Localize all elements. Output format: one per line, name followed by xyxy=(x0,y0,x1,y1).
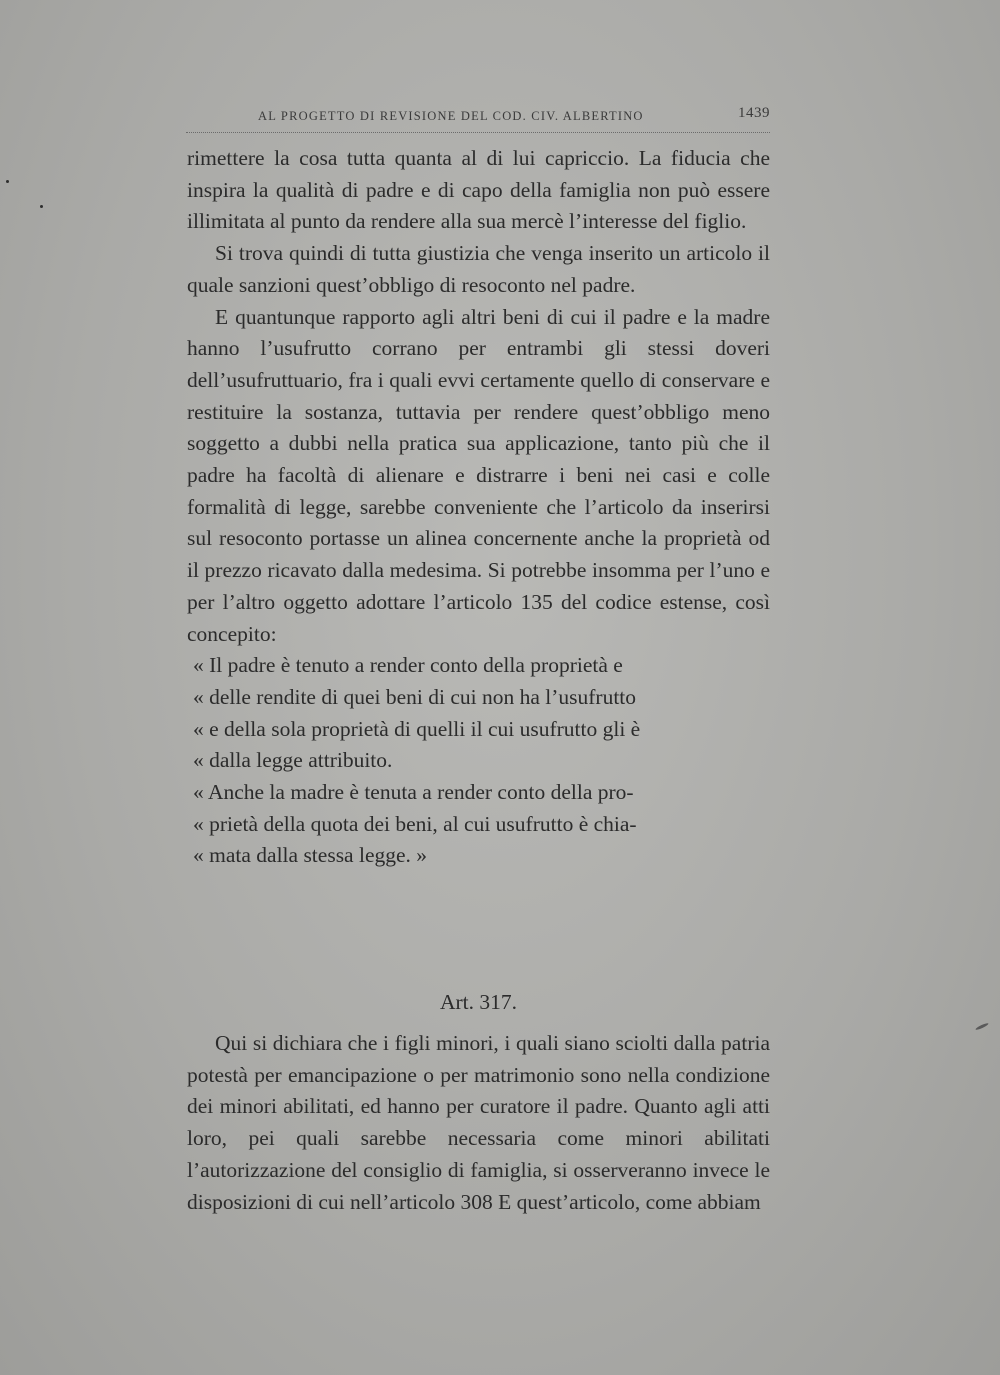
running-header xyxy=(186,105,770,129)
quote-line: « Anche la madre è tenuta a render conto della pro- xyxy=(193,780,634,805)
print-speck xyxy=(975,1022,989,1031)
quote-line: « dalla legge attribuito. xyxy=(193,748,393,773)
print-speck xyxy=(40,205,43,208)
quote-line: « Il padre è tenuto a render conto della proprietà e xyxy=(193,653,623,678)
body-text-article xyxy=(187,1028,770,1218)
print-speck xyxy=(6,180,9,183)
header-rule xyxy=(186,132,770,133)
article-heading: Art. 317. xyxy=(439,990,518,1014)
quotation xyxy=(187,650,770,872)
quote-line: « e della sola proprietà di quelli il cui usufrutto gli è xyxy=(193,716,641,741)
paragraph-1: rimettere la cosa tutta quanta al di lui capriccio. La fiducia che inspira la qualità di padre e di capo della famiglia non può essere illimitata al punto da rendere alla sua mercè l’interesse del figlio. xyxy=(187,146,770,234)
body-text xyxy=(187,143,770,872)
quote-line: « prietà della quota dei beni, al cui usufrutto è chia- xyxy=(193,811,637,836)
quote-line: « delle rendite di quei beni di cui non ha l’usufrutto xyxy=(193,684,637,709)
paragraph-4: Qui si dichiara che i figli minori, i quali siano sciolti dalla patria potestà per emancipazione o per matrimonio sono nella condizione dei minori abilitati, ed hanno per curatore il padre. Quanto agli atti loro, pei quali sarebbe necessaria come minori abilitati l’autorizzazione del consiglio di famiglia, si osserveranno invece le disposizioni di cui nell’articolo 308 E quest’articolo, come abbiam xyxy=(187,1031,770,1214)
quote-line: « mata dalla stessa legge. » xyxy=(193,843,428,868)
page-number: 1439 xyxy=(738,105,770,121)
running-title: AL PROGETTO DI REVISIONE DEL COD. CIV. ALBERTINO xyxy=(258,109,644,123)
paragraph-2: Si trova quindi di tutta giustizia che venga inserito un articolo il quale sanzioni quest’obbligo di resoconto nel padre. xyxy=(187,241,770,297)
paragraph-3: E quantunque rapporto agli altri beni di cui il padre e la madre hanno l’usufrutto corrano per entrambi gli stessi doveri dell’usufruttuario, fra i quali evvi certamente quello di conservare e restituire la sostanza, tuttavia per rendere quest’obbligo meno soggetto a dubbi nella pratica sua applicazione, tanto più che il padre ha facoltà di alienare e distrarre i beni nei casi e colle formalità di legge, sarebbe conveniente che l’articolo da inserirsi sul resoconto portasse un alinea concernente anche la proprietà od il prezzo ricavato dalla medesima. Si potrebbe insomma per l’uno e per l’altro oggetto adottare l’articolo 135 del codice estense, così concepito: xyxy=(187,304,770,646)
